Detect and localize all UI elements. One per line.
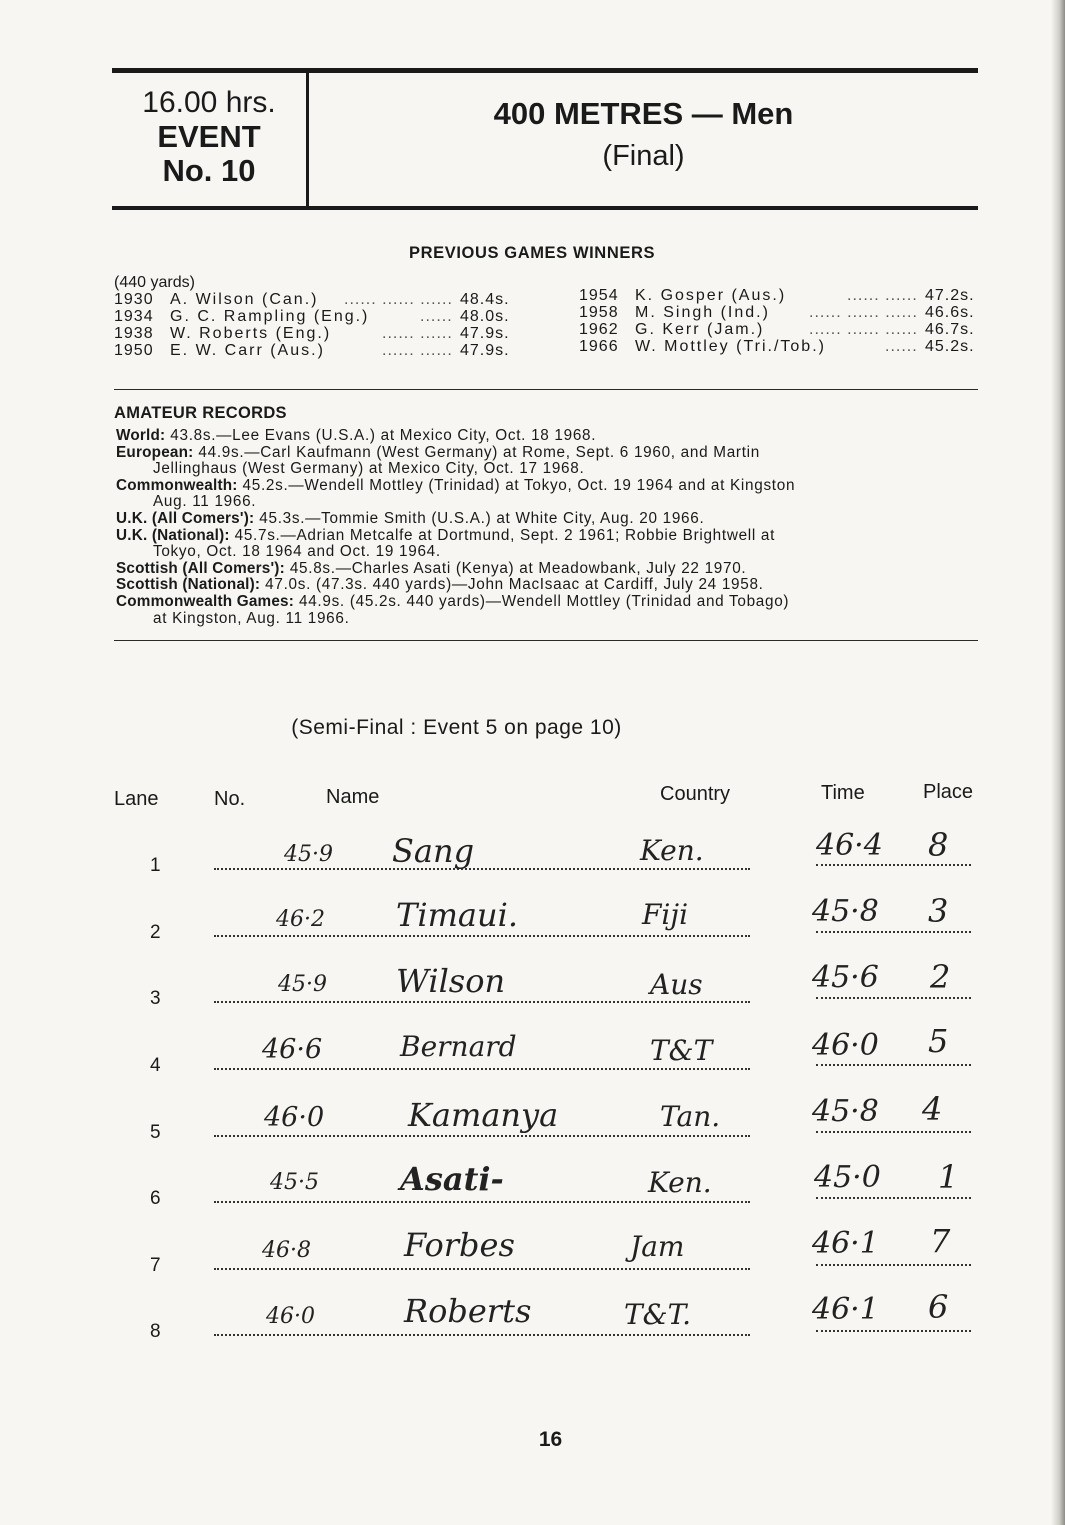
record-text: 45.2s.—Wendell Mottley (Trinidad) at Tokyo, Oct. 19 1964 and at Kingston bbox=[237, 476, 796, 494]
leader-dots: ...... ...... bbox=[382, 325, 453, 342]
previous-winners-note: (440 yards) bbox=[114, 274, 195, 291]
lane-number: 5 bbox=[150, 1122, 161, 1143]
entry-name: Bernard bbox=[400, 1030, 517, 1063]
list-item bbox=[114, 325, 524, 342]
record-line bbox=[116, 544, 982, 561]
entry-name: Sang bbox=[392, 832, 475, 870]
entry-dotted-line bbox=[214, 1135, 750, 1137]
winner-year: 1950 bbox=[114, 342, 154, 359]
entry-dotted-line bbox=[214, 1201, 750, 1203]
winners-list-left bbox=[114, 291, 524, 359]
entry-number: 46·8 bbox=[262, 1238, 311, 1263]
record-label: Commonwealth: bbox=[116, 476, 238, 494]
entry-country: Jam bbox=[630, 1230, 685, 1263]
record-text: Tokyo, Oct. 18 1964 and Oct. 19 1964. bbox=[153, 543, 441, 561]
winner-year: 1930 bbox=[114, 291, 154, 308]
winner-year: 1934 bbox=[114, 308, 154, 325]
entry-number: 45·9 bbox=[284, 842, 333, 867]
entry-time: 45·8 bbox=[812, 1094, 879, 1129]
entry-number: 46·0 bbox=[264, 1102, 325, 1133]
lane-number: 4 bbox=[150, 1055, 161, 1076]
winner-time: 46.7s. bbox=[925, 321, 975, 338]
entry-country: Aus bbox=[650, 968, 703, 1001]
record-label: World: bbox=[116, 427, 166, 444]
event-subtitle: (Final) bbox=[602, 140, 685, 172]
semi-final-text: (Semi-Final : Event 5 on page 10) bbox=[291, 716, 622, 739]
entry-place: 1 bbox=[938, 1158, 959, 1196]
record-text: 43.8s.—Lee Evans (U.S.A.) at Mexico City, Oct. 18 1968. bbox=[165, 427, 597, 444]
entry-dotted-line bbox=[816, 1064, 971, 1066]
winner-name: E. W. Carr (Aus.) bbox=[170, 342, 325, 359]
page-number bbox=[0, 1428, 1065, 1452]
leader-dots: ...... ...... ...... bbox=[344, 291, 453, 308]
list-item bbox=[579, 287, 981, 304]
entry-time: 45·6 bbox=[812, 960, 879, 995]
winner-name: M. Singh (Ind.) bbox=[635, 304, 770, 321]
entry-place: 5 bbox=[928, 1022, 949, 1060]
winner-name: K. Gosper (Aus.) bbox=[635, 287, 787, 304]
entry-time: 45·8 bbox=[812, 894, 879, 929]
record-text: 45.8s.—Charles Asati (Kenya) at Meadowbank, July 22 1970. bbox=[284, 559, 747, 577]
records-heading: AMATEUR RECORDS bbox=[114, 404, 287, 422]
leader-dots: ...... ...... ...... bbox=[809, 321, 918, 338]
winner-time: 46.6s. bbox=[925, 304, 975, 321]
entry-dotted-line bbox=[214, 1068, 750, 1070]
record-text: at Kingston, Aug. 11 1966. bbox=[153, 609, 350, 627]
winner-name: G. C. Rampling (Eng.) bbox=[170, 308, 370, 325]
entry-name: Wilson bbox=[396, 962, 506, 1000]
winner-name: W. Mottley (Tri./Tob.) bbox=[635, 338, 826, 355]
event-title: 400 METRES — Men bbox=[493, 96, 794, 131]
entry-place: 3 bbox=[928, 892, 949, 930]
entry-number: 45·9 bbox=[278, 972, 327, 997]
record-line bbox=[116, 577, 982, 594]
semi-final-note bbox=[0, 716, 1065, 740]
winner-year: 1962 bbox=[579, 321, 619, 338]
winner-year: 1966 bbox=[579, 338, 619, 355]
event-time: 16.00 hrs. bbox=[142, 86, 276, 119]
header-top-rule bbox=[112, 68, 978, 73]
header-no: No. bbox=[214, 788, 246, 810]
record-line bbox=[116, 511, 982, 528]
record-line bbox=[116, 428, 982, 445]
entry-dotted-line bbox=[816, 931, 971, 933]
record-text: 45.7s.—Adrian Metcalfe at Dortmund, Sept. 2 1961; Robbie Brightwell at bbox=[229, 526, 776, 544]
record-text: Aug. 11 1966. bbox=[153, 493, 257, 511]
entry-number: 45·5 bbox=[270, 1170, 319, 1195]
list-item bbox=[114, 342, 524, 359]
entry-dotted-line bbox=[214, 1334, 750, 1336]
lane-number: 6 bbox=[150, 1188, 161, 1209]
list-item bbox=[114, 308, 524, 325]
leader-dots: ...... ...... bbox=[382, 342, 453, 359]
event-number: No. 10 bbox=[162, 153, 256, 188]
entry-dotted-line bbox=[214, 868, 750, 870]
list-item bbox=[579, 304, 981, 321]
page-edge-shadow bbox=[1051, 0, 1065, 1525]
entry-place: 4 bbox=[922, 1090, 943, 1128]
event-title-block bbox=[309, 92, 978, 176]
record-label: European: bbox=[116, 443, 194, 461]
header-place: Place bbox=[923, 781, 974, 803]
entry-place: 8 bbox=[928, 826, 949, 864]
entry-country: T&T. bbox=[624, 1298, 692, 1331]
list-item bbox=[579, 338, 981, 355]
record-line bbox=[116, 445, 982, 462]
entry-time: 45·0 bbox=[814, 1160, 881, 1195]
winner-year: 1954 bbox=[579, 287, 619, 304]
entry-dotted-line bbox=[816, 1264, 971, 1266]
record-text: 44.9s.—Carl Kaufmann (West Germany) at Rome, Sept. 6 1960, and Martin bbox=[193, 443, 760, 461]
entry-name: Roberts bbox=[404, 1292, 532, 1330]
entry-country: Ken. bbox=[648, 1166, 712, 1199]
entry-name: Forbes bbox=[404, 1226, 515, 1264]
entry-dotted-line bbox=[816, 997, 971, 999]
record-label: U.K. (National): bbox=[116, 526, 230, 544]
record-text: 47.0s. (47.3s. 440 yards)—John MacIsaac at Cardiff, July 24 1958. bbox=[260, 576, 764, 594]
entry-dotted-line bbox=[214, 1268, 750, 1270]
entry-dotted-line bbox=[816, 1197, 971, 1199]
winners-list-right bbox=[579, 287, 981, 355]
entry-time: 46·4 bbox=[816, 828, 883, 863]
lane-number: 1 bbox=[150, 855, 161, 876]
record-line bbox=[116, 594, 982, 611]
leader-dots: ...... ...... ...... bbox=[809, 304, 918, 321]
header-name: Name bbox=[326, 786, 380, 808]
winner-year: 1938 bbox=[114, 325, 154, 342]
section-divider bbox=[114, 389, 978, 390]
entry-country: Fiji bbox=[642, 898, 689, 931]
record-text: Jellinghaus (West Germany) at Mexico City, Oct. 17 1968. bbox=[153, 460, 585, 478]
records-list bbox=[116, 428, 982, 627]
entry-name: Kamanya bbox=[408, 1096, 559, 1134]
entry-place: 7 bbox=[930, 1222, 951, 1260]
event-info bbox=[112, 86, 306, 188]
section-divider bbox=[114, 640, 978, 641]
record-label: U.K. (All Comers'): bbox=[116, 509, 255, 527]
entry-name: Asati- bbox=[400, 1160, 504, 1198]
event-label: EVENT bbox=[157, 119, 261, 154]
winner-time: 48.0s. bbox=[460, 308, 510, 325]
leader-dots: ...... bbox=[885, 338, 918, 355]
winner-time: 47.2s. bbox=[925, 287, 975, 304]
entry-dotted-line bbox=[816, 1131, 971, 1133]
winner-time: 47.9s. bbox=[460, 325, 510, 342]
entry-place: 2 bbox=[930, 958, 951, 996]
entry-dotted-line bbox=[214, 935, 750, 937]
header-country: Country bbox=[660, 783, 731, 805]
entry-time: 46·0 bbox=[812, 1028, 879, 1063]
record-line bbox=[116, 478, 982, 495]
header-bottom-rule bbox=[112, 206, 978, 210]
lane-number: 7 bbox=[150, 1255, 161, 1276]
winner-name: W. Roberts (Eng.) bbox=[170, 325, 332, 342]
record-line bbox=[116, 528, 982, 545]
header-time: Time bbox=[821, 782, 865, 804]
record-label: Scottish (All Comers'): bbox=[116, 559, 285, 577]
winner-time: 47.9s. bbox=[460, 342, 510, 359]
list-item bbox=[114, 291, 524, 308]
entry-dotted-line bbox=[214, 1001, 750, 1003]
lane-number: 2 bbox=[150, 922, 161, 943]
winner-year: 1958 bbox=[579, 304, 619, 321]
winner-time: 45.2s. bbox=[925, 338, 975, 355]
record-text: 44.9s. (45.2s. 440 yards)—Wendell Mottley (Trinidad and Tobago) bbox=[294, 592, 790, 610]
entry-number: 46·6 bbox=[262, 1034, 323, 1065]
record-label: Scottish (National): bbox=[116, 576, 261, 594]
entry-name: Timaui. bbox=[396, 896, 519, 934]
lane-number: 3 bbox=[150, 988, 161, 1009]
entry-country: T&T bbox=[650, 1034, 713, 1067]
leader-dots: ...... bbox=[420, 308, 453, 325]
entry-time: 46·1 bbox=[812, 1292, 879, 1327]
entry-country: Tan. bbox=[660, 1100, 721, 1133]
entry-number: 46·2 bbox=[276, 907, 325, 932]
record-line bbox=[116, 494, 982, 511]
entry-country: Ken. bbox=[640, 834, 704, 867]
header-lane: Lane bbox=[114, 788, 159, 810]
winner-name: A. Wilson (Can.) bbox=[170, 291, 319, 308]
list-item bbox=[579, 321, 981, 338]
record-line bbox=[116, 561, 982, 578]
winner-name: G. Kerr (Jam.) bbox=[635, 321, 765, 338]
record-line bbox=[116, 461, 982, 478]
record-line bbox=[116, 611, 982, 628]
entry-dotted-line bbox=[816, 864, 971, 866]
previous-winners-heading: PREVIOUS GAMES WINNERS bbox=[409, 244, 656, 262]
entry-time: 46·1 bbox=[812, 1226, 879, 1261]
leader-dots: ...... ...... bbox=[847, 287, 918, 304]
record-label: Commonwealth Games: bbox=[116, 592, 295, 610]
winner-time: 48.4s. bbox=[460, 291, 510, 308]
page-number-text: 16 bbox=[538, 1428, 563, 1451]
record-text: 45.3s.—Tommie Smith (U.S.A.) at White City, Aug. 20 1966. bbox=[254, 509, 705, 527]
entry-dotted-line bbox=[816, 1330, 971, 1332]
entry-place: 6 bbox=[928, 1288, 949, 1326]
entry-number: 46·0 bbox=[266, 1304, 315, 1329]
lane-number: 8 bbox=[150, 1321, 161, 1342]
